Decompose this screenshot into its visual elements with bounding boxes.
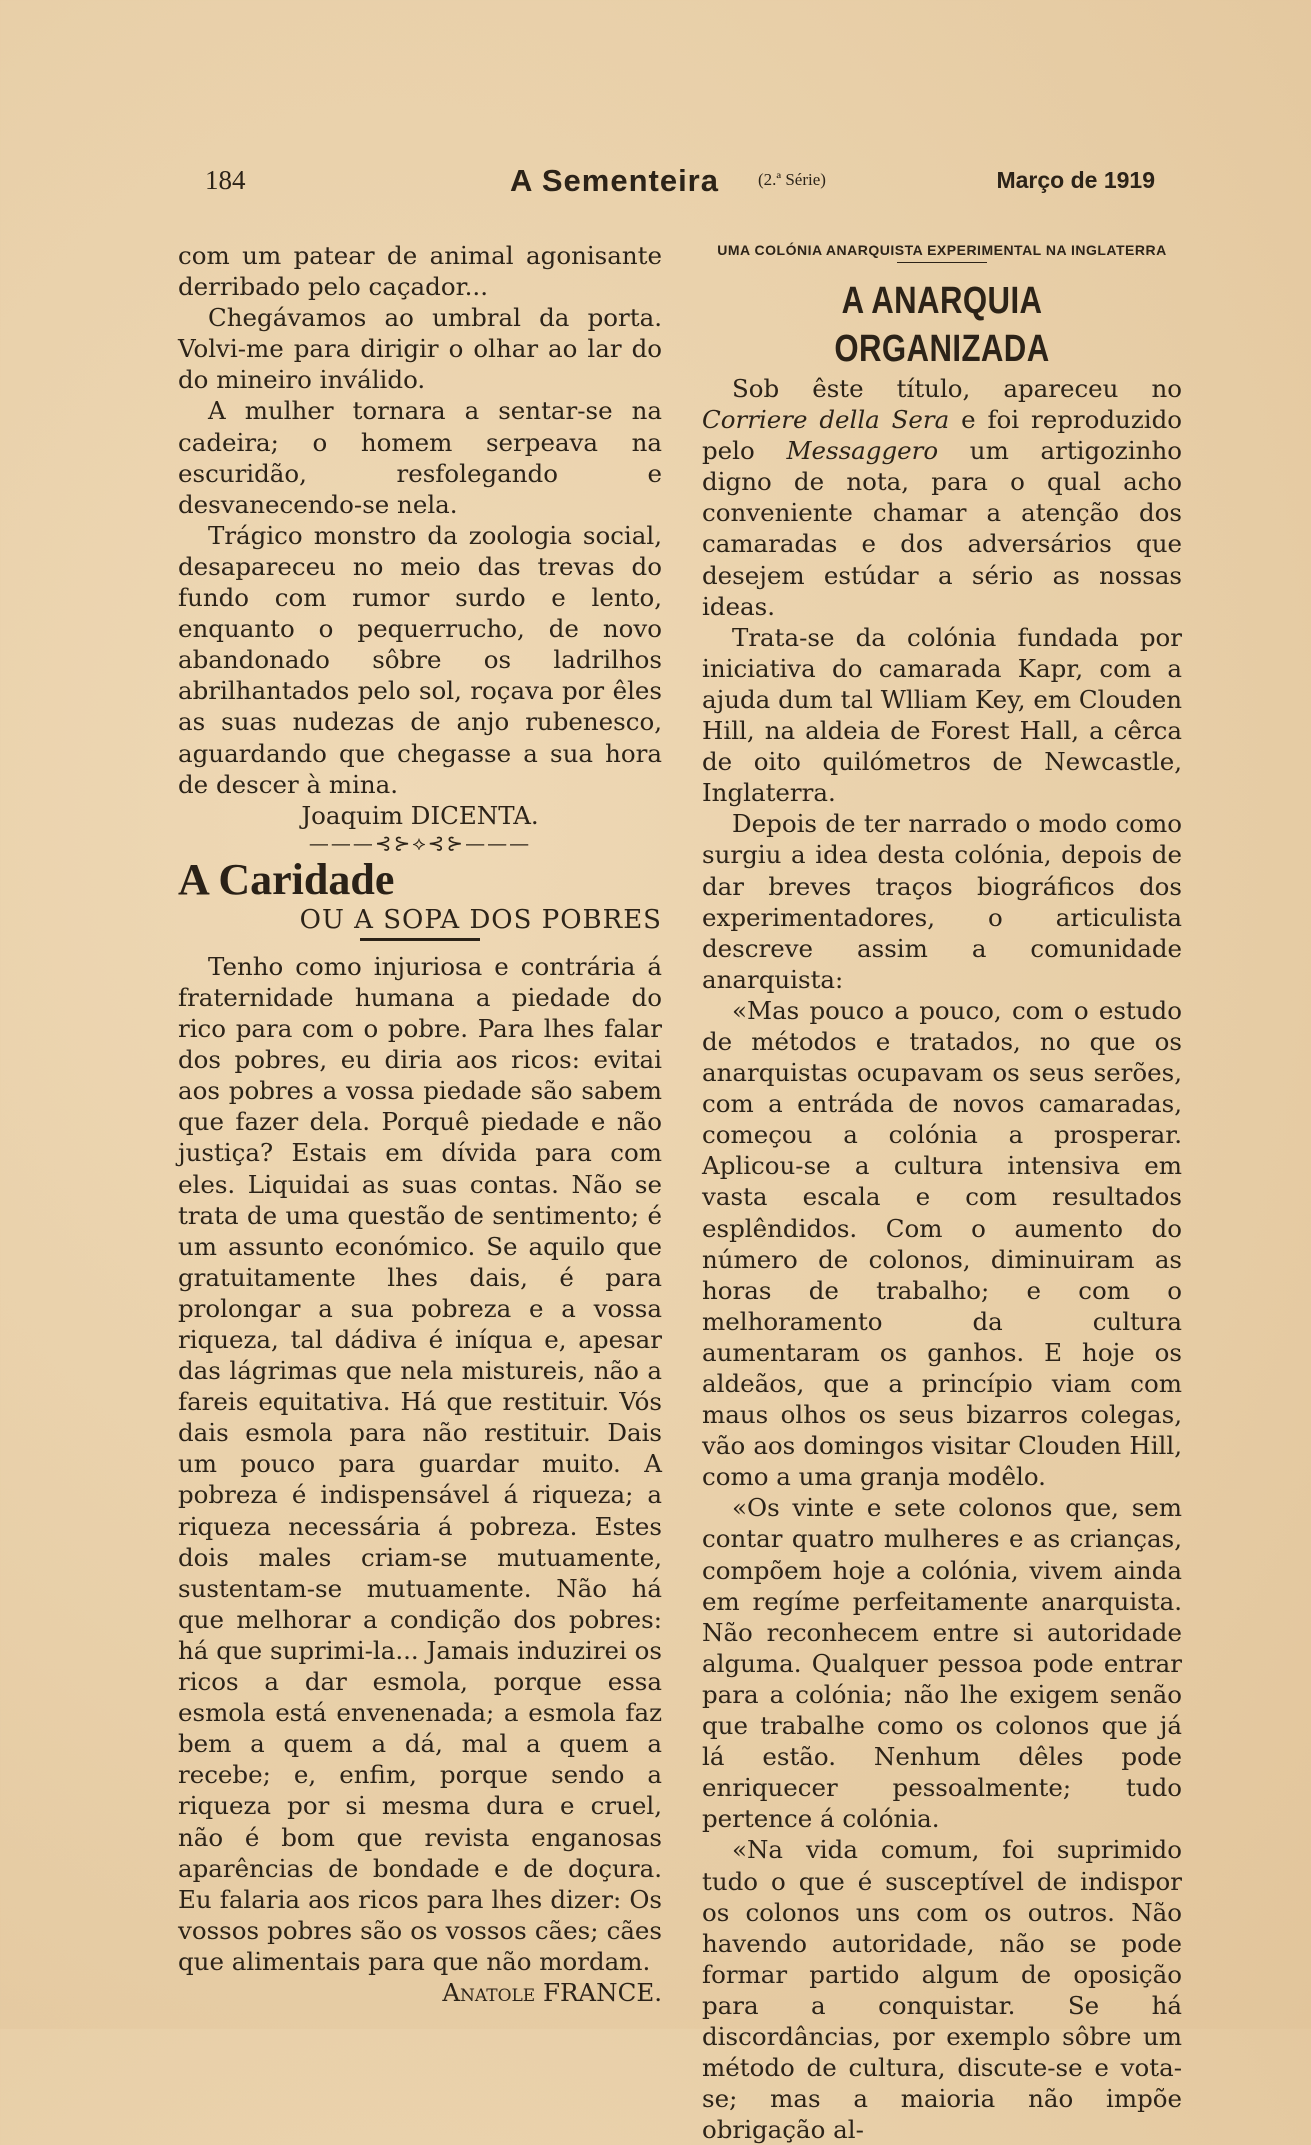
article-title: A Caridade (178, 854, 395, 904)
story-signature: Joaquim DICENTA. (301, 800, 539, 830)
article-paragraph: Trata-se da colónia fundada por iniciativa do camarada Kapr, com a ajuda dum tal Wlliam Key, em Clouden Hill, na aldeia de Forest Hall, a cêrca de oito quilómetros de Newcastle, Inglaterra. (702, 622, 1182, 808)
article-subtitle: OU A SOPA DOS POBRES (299, 904, 662, 935)
article-paragraph: «Os vinte e sete colonos que, sem contar quatro mulheres e as crianças, compõem hoje a colónia, vivem ainda em regíme perfeitamente anarquista. Não reconhecem entre si autoridade alguma. Qualquer pessoa pode entrar para a colónia; não lhe exigem senão que trabalhe como os colonos que já lá estão. Nenhum dêles pode enriquecer pessoalmente; tudo pertence á colónia. (702, 1493, 1182, 1834)
kicker-rule (897, 262, 987, 263)
article-body: Tenho como injuriosa e contrária á fraternidade humana a piedade do rico para com o pobre. Para lhes falar dos pobres, eu diria aos ricos: evitai aos pobres a vossa piedade são sabem que fazer dela. Porquê piedade e não justiça? Estais em dívida para com eles. Liquidai as suas contas. Não se trata de uma questão de sentimento; é um assunto económico. Se aquilo que gratuitamente lhes dais, é para prolongar a sua pobreza e a vossa riqueza, tal dádiva é iníqua e, apesar das lágrimas que nela mistureis, não a fareis equitativa. Há que restituir. Vós dais esmola para não restituir. Dais um pouco para guardar muito. A pobreza é indispensável á riqueza; a riqueza necessária á pobreza. Estes dois males criam-se mutuamente, sustentam-se mutuamente. Não há que melhorar a condição dos pobres: há que suprimi-la... Jamais induzirei os ricos a dar esmola, porque essa esmola está envenenada; a esmola faz bem a quem a dá, mal a quem a recebe; e, enfim, porque sendo a riqueza por si mesma dura e cruel, não é bom que revista enganosas aparências de bondade e de doçura. Eu falaria aos ricos para lhes dizer: Os vossos pobres são os vossos cães; cães que alimentais para que não mordam. (178, 951, 662, 1976)
article-paragraph: «Na vida comum, foi suprimido tudo o que é susceptível de indispor os colonos uns com os outros. Não havendo autoridade, não se pode formar partido algum de oposição para a conquistar. Se há discordâncias, por exemplo sôbre um método de cultura, discute-se e vota-se; mas a maioria não impõe obrigação al- (702, 1835, 1182, 2145)
ornament-divider: ———⊰⊱⟡⊰⊱——— (308, 830, 532, 855)
article-signature: Anatole FRANCE. (442, 1977, 662, 2007)
story-paragraph: A mulher tornara a sentar-se na cadeira; o homem serpeava na escuridão, resfolegando e desvanecendo-se nela. (178, 396, 662, 519)
article-paragraph: Sob êste título, apareceu no Corriere della Sera e foi reproduzido pelo Messaggero um artigozinho digno de nota, para o qual acho conveniente chamar a atenção dos camaradas e dos adversários que desejem estúdar a sério as nossas ideas. (702, 374, 1183, 621)
story-paragraph: com um patear de animal agonisante derribado pelo caçador... (178, 241, 662, 302)
page-header (205, 165, 1155, 205)
article-kicker: UMA COLÓNIA ANARQUISTA EXPERIMENTAL NA INGLATERRA (717, 242, 1167, 258)
section-rule (360, 938, 480, 941)
left-column (178, 240, 662, 2008)
article-headline: A ANARQUIA ORGANIZADA (834, 280, 1050, 370)
publication-name: Messaggero (786, 436, 939, 466)
story-paragraph: Trágico monstro da zoologia social, desapareceu no meio das trevas do fundo com rumor surdo e lento, enquanto o pequerrucho, de novo abandonado sôbre os ladrilhos abrilhantados pelo sol, roçava por êles as suas nudezas de anjo rubenesco, aguardando que chegasse a sua hora de descer à mina. (178, 520, 662, 799)
publication-name: Corriere della Sera (702, 405, 950, 435)
issue-date: Março de 1919 (996, 167, 1155, 193)
article-paragraph: Depois de ter narrado o modo como surgiu a idea desta colónia, depois de dar breves traços biográficos dos experimentadores, o articulista descreve assim a comunidade anarquista: (702, 809, 1182, 994)
story-paragraph: Chegávamos ao umbral da porta. Volvi-me para dirigir o olhar ao lar do do mineiro inválido. (178, 303, 662, 395)
publication-title: A Sementeira (510, 163, 719, 198)
article-paragraph: «Mas pouco a pouco, com o estudo de métodos e tratados, no que os anarquistas ocupavam os seus serões, com a entráda de novos camaradas, começou a colónia a prosperar. Aplicou-se a cultura intensiva em vasta escala e com resultados esplêndidos. Com o aumento do número de colonos, diminuiram as horas de trabalho; e com o melhoramento da cultura aumentaram os ganhos. E hoje os aldeãos, que a princípio viam com maus olhos os seus bizarros colegas, vão aos domingos visitar Clouden Hill, como a uma granja modêlo. (702, 995, 1182, 1492)
publication-series: (2.ª Série) (758, 170, 826, 189)
page-number: 184 (205, 165, 246, 195)
right-column (702, 240, 1182, 2145)
